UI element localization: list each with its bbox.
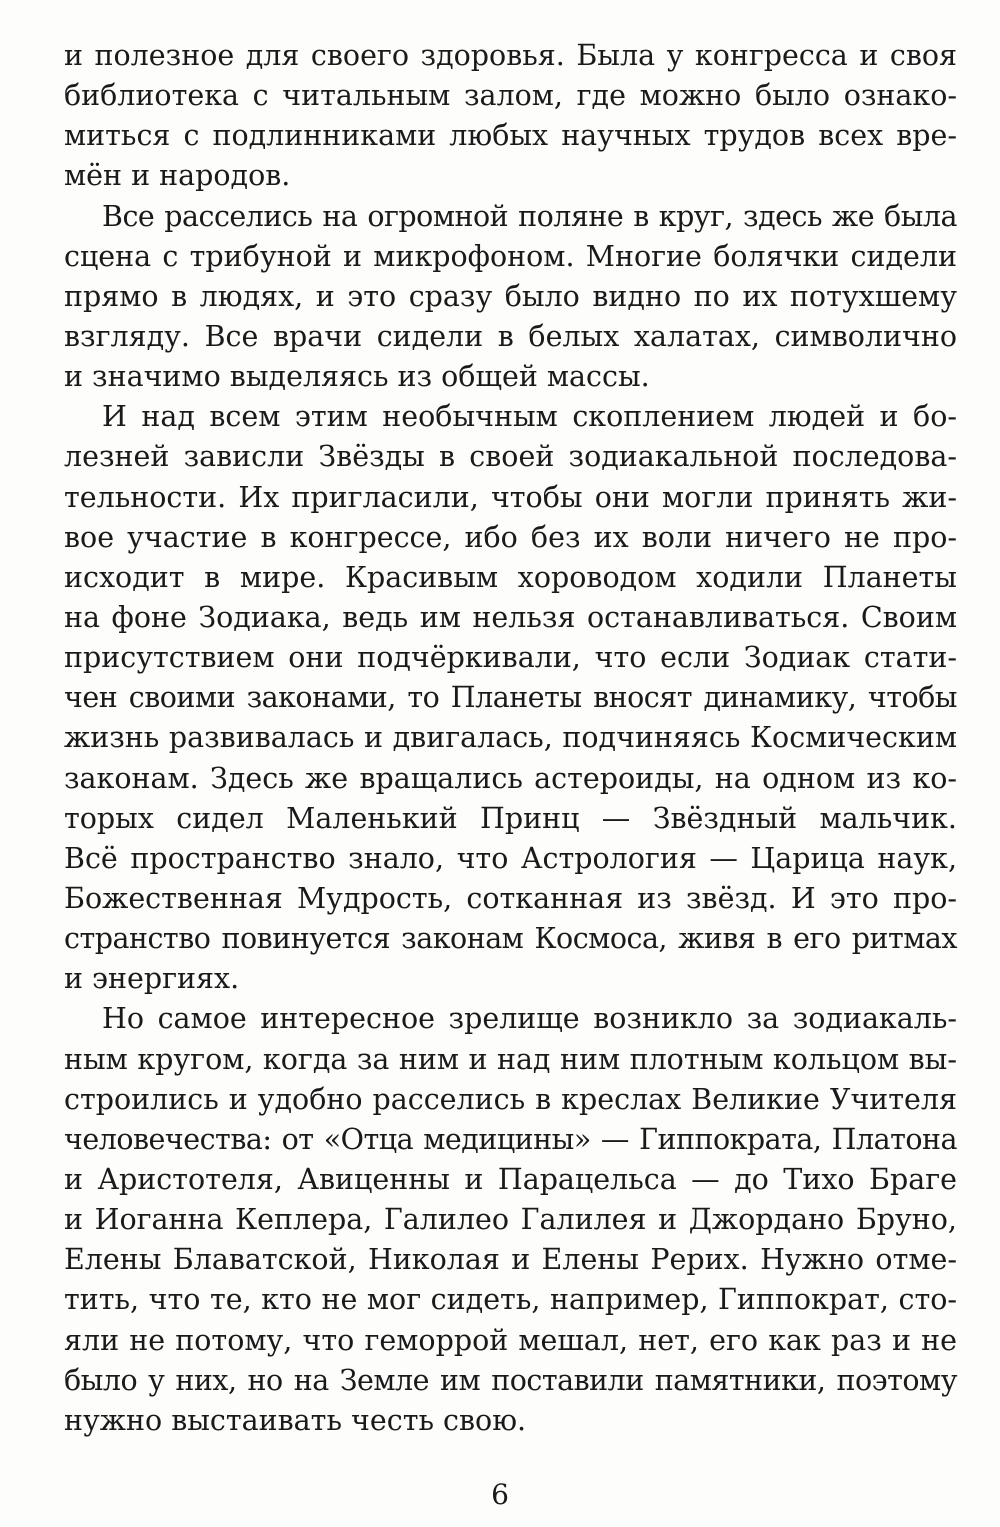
text-line: Всё пространство знало, что Астрология — Царица наук, (64, 841, 957, 875)
text-line: строились и удобно расселись в креслах Великие Учителя (64, 1082, 957, 1116)
text-line: исходит в мире. Красивым хороводом ходили Планеты (64, 560, 957, 594)
text-line: яли не потому, что геморрой мешал, нет, его как раз и не (64, 1323, 957, 1357)
text-line: и энергиях. (64, 962, 240, 996)
paragraph-1 (64, 36, 957, 197)
text-line: тельности. Их пригласили, чтобы они могли принять жи- (64, 480, 957, 514)
text-line: и Иоганна Кеплера, Галилео Галилея и Джордано Бруно, (64, 1203, 957, 1237)
text-line: Все расселись на огромной поляне в круг, здесь же была (102, 199, 957, 233)
paragraph-4 (64, 999, 957, 1441)
text-line: человечества: от «Отца медицины» — Гиппократа, Платона (64, 1122, 957, 1156)
text-line: вое участие в конгрессе, ибо без их воли ничего не про- (64, 520, 957, 554)
text-line: законам. Здесь же вращались астероиды, на одном из ко- (64, 761, 957, 795)
text-line: странство повинуется законам Космоса, живя в его ритмах (64, 922, 957, 956)
text-line: и полезное для своего здоровья. Была у конгресса и своя (64, 39, 957, 72)
text-line: торых сидел Маленький Принц — Звёздный мальчик. (64, 801, 957, 835)
text-line: было у них, но на Земле им поставили памятники, поэтому (64, 1363, 957, 1397)
text-line: взгляду. Все врачи сидели в белых халатах, символично (64, 319, 957, 353)
text-line: Божественная Мудрость, сотканная из звёзд. И это про- (64, 881, 957, 915)
text-line: и Аристотеля, Авиценны и Парацельса — до Тихо Браге (64, 1162, 957, 1196)
text-line: жизнь развивалась и двигалась, подчиняясь Космическим (64, 721, 957, 755)
text-line: тить, что те, кто не мог сидеть, например, Гиппократ, сто- (64, 1283, 957, 1317)
text-line: ным кругом, когда за ним и над ним плотным кольцом вы- (64, 1042, 957, 1076)
text-line: лезней зависли Звёзды в своей зодиакальной последова- (64, 440, 957, 474)
text-line: нужно выстаивать честь свою. (64, 1403, 527, 1437)
text-line: на фоне Зодиака, ведь им нельзя останавливаться. Своим (64, 600, 957, 634)
text-line: чен своими законами, то Планеты вносят динамику, чтобы (64, 681, 957, 715)
text-line: миться с подлинниками любых научных трудов всех вре- (64, 119, 957, 153)
text-line: присутствием они подчёркивали, что если Зодиак стати- (64, 641, 957, 675)
text-line: и значимо выделяясь из общей массы. (64, 360, 650, 394)
text-line: прямо в людях, и это сразу было видно по их потухшему (64, 279, 957, 313)
text-line: библиотека с читальным залом, где можно было ознако- (64, 79, 957, 113)
text-line: Елены Блаватской, Николая и Елены Рерих. Нужно отме- (64, 1243, 957, 1277)
body-text (64, 36, 957, 1441)
paragraph-2 (64, 197, 957, 398)
text-line: сцена с трибуной и микрофоном. Многие болячки сидели (64, 239, 957, 273)
page-number: 6 (491, 1478, 509, 1511)
paragraph-3 (64, 397, 957, 999)
text-line: мён и народов. (64, 159, 291, 193)
text-line: Но самое интересное зрелище возникло за зодиакаль- (102, 1002, 957, 1036)
text-line: И над всем этим необычным скоплением людей и бо- (102, 400, 957, 434)
